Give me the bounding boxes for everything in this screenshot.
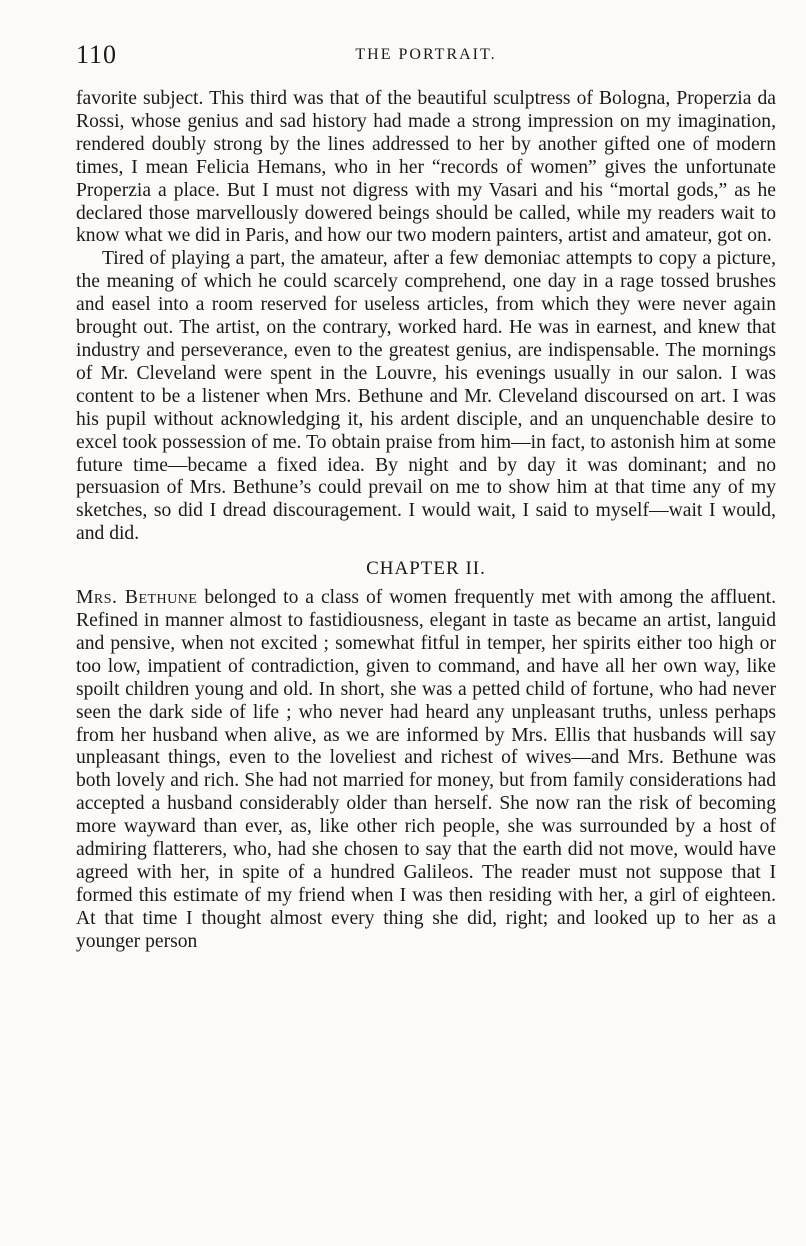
paragraph-tired-of-playing: Tired of playing a part, the amateur, after a few demoniac attempts to copy a picture, the meaning of which he could scarcely comprehend, one day in a rage tossed brushes and easel into a room reserved for useless articles, from which they were never again brought out. The artist, on the contrary, worked hard. He was in earnest, and knew that industry and perseverance, even to the greatest genius, are indispensable. The mornings of Mr. Cleveland were spent in the Louvre, his evenings usually in our salon. I was content to be a listener when Mrs. Bethune and Mr. Cleveland discoursed on art. I was his pupil without acknowledging it, his ardent disciple, and an unquenchable desire to excel took possession of me. To obtain praise from him—in fact, to astonish him at some future time—became a fixed idea. By night and by day it was dominant; and no persuasion of Mrs. Bethune’s could prevail on me to show him at that time any of my sketches, so did I dread discouragement. I would wait, I said to myself—wait I would, and did. [76, 248, 776, 545]
paragraph-mrs-bethune-text: belonged to a class of women frequently met with among the affluent. Refined in manner almost to fastidiousness, elegant in taste as became an artist, languid and pensive, when not excited ; somewhat fitful in temper, her spirits either too high or too low, impatient of contradiction, given to command, and have all her own way, like spoilt children young and old. In short, she was a petted child of fortune, who had never seen the dark side of life ; who never had heard any unpleasant truths, unless perhaps from her husband when alive, as we are informed by Mrs. Ellis that husbands will say unpleasant things, even to the loveliest and richest of wives—and Mrs. Bethune was both lovely and rich. She had not married for money, but from family considerations had accepted a husband considerably older than herself. She now ran the risk of becoming more wayward than ever, as, like other rich people, she was surrounded by a host of admiring flatterers, who, had she chosen to say that the earth did not move, would have agreed with her, in spite of a hundred Galileos. The reader must not suppose that I formed this estimate of my friend when I was then residing with her, a girl of eighteen. At that time I thought almost every thing she did, right; and looked up to her as a younger person [76, 587, 776, 952]
page-number: 110 [76, 40, 118, 69]
paragraph-continued: favorite subject. This third was that of the beautiful sculptress of Bologna, Properzia da Rossi, whose genius and sad history had made a strong impression on my imagination, rendered doubly strong by the lines addressed to her by another gifted one of modern times, I mean Felicia Hemans, who in her “records of women” gives the unfortunate Properzia a place. But I must not digress with my Vasari and his “mortal gods,” as he declared those marvellously dowered beings should be called, while my readers wait to know what we did in Paris, and how our two modern painters, artist and amateur, got on. [76, 88, 776, 247]
page-header [76, 40, 776, 74]
paragraph-mrs-bethune [76, 587, 776, 954]
chapter-lead-words: Mrs. Bethune [76, 587, 198, 609]
page-body [76, 88, 776, 954]
chapter-heading: CHAPTER II. [366, 558, 486, 580]
running-title: THE PORTRAIT. [355, 46, 497, 63]
